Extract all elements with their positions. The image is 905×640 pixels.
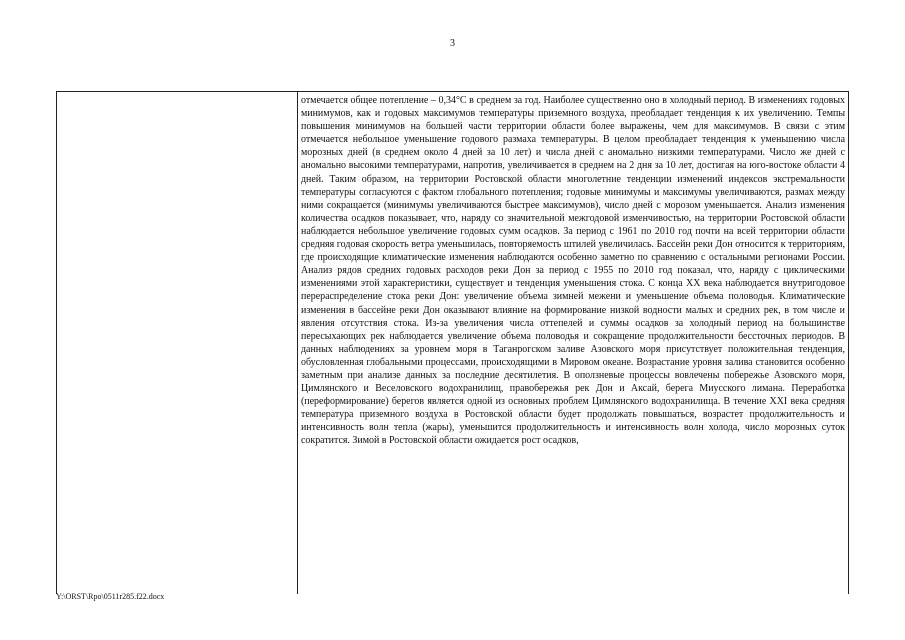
table-right-cell <box>298 92 848 594</box>
table-left-cell <box>57 92 298 594</box>
document-table <box>56 91 849 594</box>
body-paragraph: отмечается общее потепление – 0,34°С в среднем за год. Наиболее существенно оно в холодный период. В изменениях годовых минимумов, как и годовых максимумов температуры приземного воздуха, преобладает тенденция к их увеличению. Темпы повышения минимумов на большей части территории области более выражены, чем для максимумов. В связи с этим отмечается небольшое уменьшение годового размаха температуры. В целом преобладает тенденция к уменьшению числа морозных дней (в среднем около 4 дней за 10 лет) и числа дней с аномально низкими температурами. Число же дней с аномально высокими температурами, напротив, увеличивается в среднем на 2 дня за 10 лет, достигая на юго-востоке области 4 дней. Таким образом, на территории Ростовской области многолетние тенденции изменений индексов экстремальности температуры согласуются с фактом глобального потепления; годовые минимумы и максимумы увеличиваются, размах между ними сокращается (минимумы увеличиваются быстрее максимумов), число дней с морозом уменьшается. Анализ изменения количества осадков показывает, что, наряду со значительной межгодовой изменчивостью, на территории Ростовской области наблюдается небольшое увеличение годовых сумм осадков. За период с 1961 по 2010 год почти на всей территории области средняя годовая скорость ветра уменьшилась, повторяемость штилей увеличилась. Бассейн реки Дон относится к территориям, где происходящие климатические изменения наблюдаются особенно заметно по сравнению с остальными регионами России. Анализ рядов средних годовых расходов реки Дон за период с 1955 по 2010 год показал, что, наряду с циклическими изменениями этой характеристики, существует и тенденция уменьшения стока. С конца XX века наблюдается внутригодовое перераспределение стока реки Дон: увеличение объема зимней межени и уменьшение объема половодья. Климатические изменения в бассейне реки Дон оказывают влияние на формирование низкой водности малых и средних рек, в том числе и явления отсутствия стока. Из-за увеличения числа оттепелей и суммы осадков за холодный период на большинстве пересыхающих рек наблюдается увеличение объема половодья и сокращение продолжительности бессточных периодов. В данных наблюдениях за уровнем моря в Таганрогском заливе Азовского моря присутствует положительная тенденция, обусловленная глобальными процессами, происходящими в Мировом океане. Возрастание уровня залива становится особенно заметным при анализе данных за последние десятилетия. В оползневые процессы вовлечены побережье Азовского моря, Цимлянского и Веселовского водохранилищ, правобережья рек Дон и Аксай, берега Миусского лимана. Переработка (переформирование) берегов является одной из основных проблем Цимлянского водохранилища. В течение XXI века средняя температура приземного воздуха в Ростовской области будет продолжать повышаться, возрастет продолжительность и интенсивность волн тепла (жары), уменьшится продолжительность и интенсивность волн холода, число морозных суток сократится. Зимой в Ростовской области ожидается рост осадков, <box>301 95 845 447</box>
page-number: 3 <box>450 38 455 49</box>
footer-file-path: Y:\ORST\Rpo\0511r285.f22.docx <box>56 592 165 601</box>
